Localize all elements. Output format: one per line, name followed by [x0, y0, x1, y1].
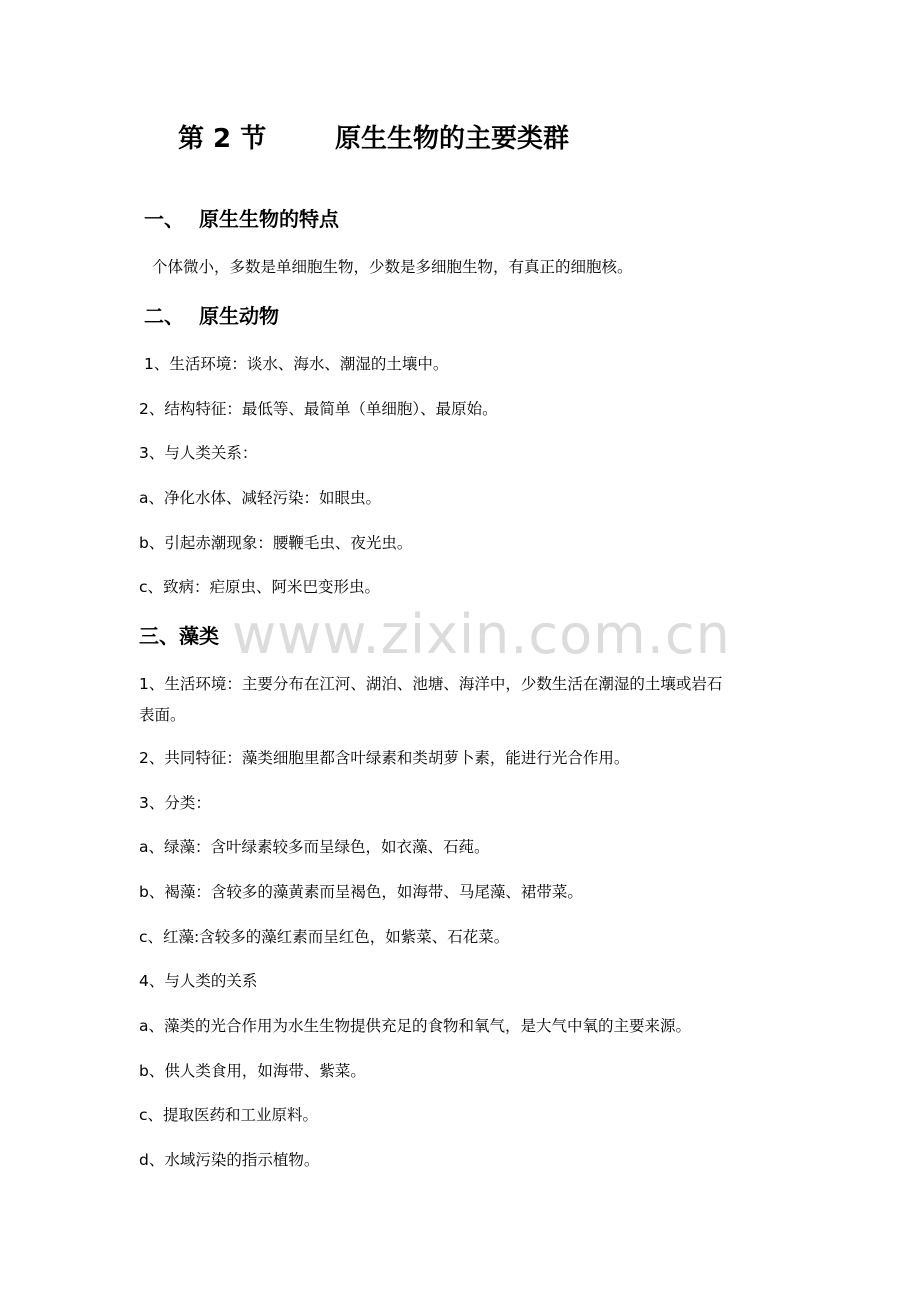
page-title: 原生生物的主要类群 [335, 124, 570, 154]
list-item: 1、生活环境：谈水、海水、潮湿的土壤中。 [144, 355, 449, 373]
list-item: b、供人类食用，如海带、紫菜。 [139, 1062, 366, 1080]
section-number: 第 2 节 [178, 124, 267, 154]
list-item: 4、与人类的关系 [139, 972, 258, 990]
list-item: c、红藻:含较多的藻红素而呈红色，如紫菜、石花菜。 [139, 928, 510, 946]
section-one-text: 个体微小，多数是单细胞生物，少数是多细胞生物，有真正的细胞核。 [152, 258, 633, 276]
watermark: www.zixin.com.cn [232, 603, 731, 666]
list-item: d、水域污染的指示植物。 [139, 1151, 320, 1169]
section-three-heading: 三、藻类 [139, 624, 219, 648]
list-item: a、藻类的光合作用为水生生物提供充足的食物和氧气，是大气中氧的主要来源。 [139, 1017, 692, 1035]
list-item: 1、生活环境：主要分布在江河、湖泊、池塘、海洋中，少数生活在潮湿的土壤或岩石 [139, 675, 723, 693]
section-two-number: 二、 [144, 304, 184, 328]
list-item: 3、分类： [139, 794, 211, 812]
list-item: c、提取医药和工业原料。 [139, 1106, 319, 1124]
list-item: a、净化水体、减轻污染：如眼虫。 [139, 489, 381, 507]
section-two-heading: 原生动物 [199, 304, 279, 328]
list-item: 3、与人类关系： [139, 444, 258, 462]
list-item: b、引起赤潮现象：腰鞭毛虫、夜光虫。 [139, 534, 413, 552]
list-item: b、褐藻：含较多的藻黄素而呈褐色，如海带、马尾藻、裙带菜。 [139, 883, 583, 901]
list-item: 2、结构特征：最低等、最简单（单细胞）、最原始。 [139, 400, 498, 418]
list-item: 2、共同特征：藻类细胞里都含叶绿素和类胡萝卜素，能进行光合作用。 [139, 749, 630, 767]
list-item: c、致病：疟原虫、阿米巴变形虫。 [139, 578, 381, 596]
list-item: a、绿藻：含叶绿素较多而呈绿色，如衣藻、石莼。 [139, 838, 490, 856]
list-item: 表面。 [139, 706, 186, 724]
section-one-number: 一、 [144, 207, 184, 231]
section-one-heading: 原生生物的特点 [199, 207, 339, 231]
